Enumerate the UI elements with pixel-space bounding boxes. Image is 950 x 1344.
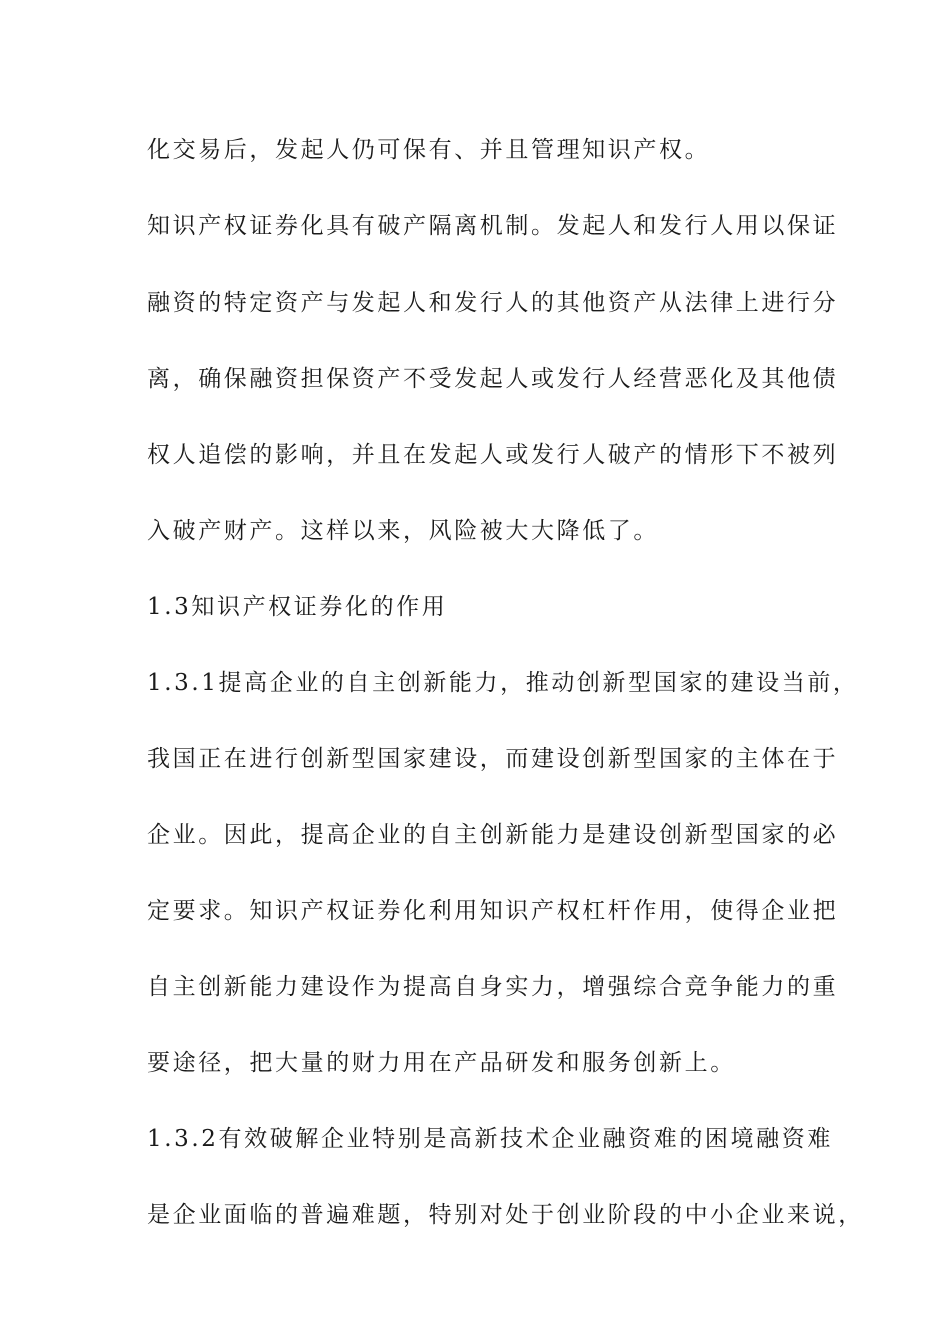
- paragraph-line: 离，确保融资担保资产不受发起人或发行人经营恶化及其他债: [147, 366, 839, 392]
- paragraph-line: 入破产财产。这样以来，风险被大大降低了。: [147, 518, 659, 544]
- paragraph-line: 1.3.1提高企业的自主创新能力，推动创新型国家的建设当前，: [147, 670, 859, 696]
- paragraph-line: 知识产权证券化具有破产隔离机制。发起人和发行人用以保证: [147, 213, 839, 239]
- paragraph-line: 权人追偿的影响，并且在发起人或发行人破产的情形下不被列: [147, 442, 839, 468]
- section-heading: 1.3知识产权证券化的作用: [147, 594, 448, 620]
- paragraph-line: 要途径，把大量的财力用在产品研发和服务创新上。: [147, 1050, 736, 1076]
- paragraph-line: 融资的特定资产与发起人和发行人的其他资产从法律上进行分: [147, 290, 839, 316]
- paragraph-line: 是企业面临的普遍难题，特别对处于创业阶段的中小企业来说，: [147, 1202, 864, 1228]
- paragraph-line: 化交易后，发起人仍可保有、并且管理知识产权。: [147, 137, 711, 163]
- paragraph-line: 企业。因此，提高企业的自主创新能力是建设创新型国家的必: [147, 822, 839, 848]
- paragraph-line: 定要求。知识产权证券化利用知识产权杠杆作用，使得企业把: [147, 898, 839, 924]
- paragraph-line: 1.3.2有效破解企业特别是高新技术企业融资难的困境融资难: [147, 1126, 833, 1152]
- paragraph-line: 我国正在进行创新型国家建设，而建设创新型国家的主体在于: [147, 746, 839, 772]
- paragraph-line: 自主创新能力建设作为提高自身实力，增强综合竞争能力的重: [147, 974, 839, 1000]
